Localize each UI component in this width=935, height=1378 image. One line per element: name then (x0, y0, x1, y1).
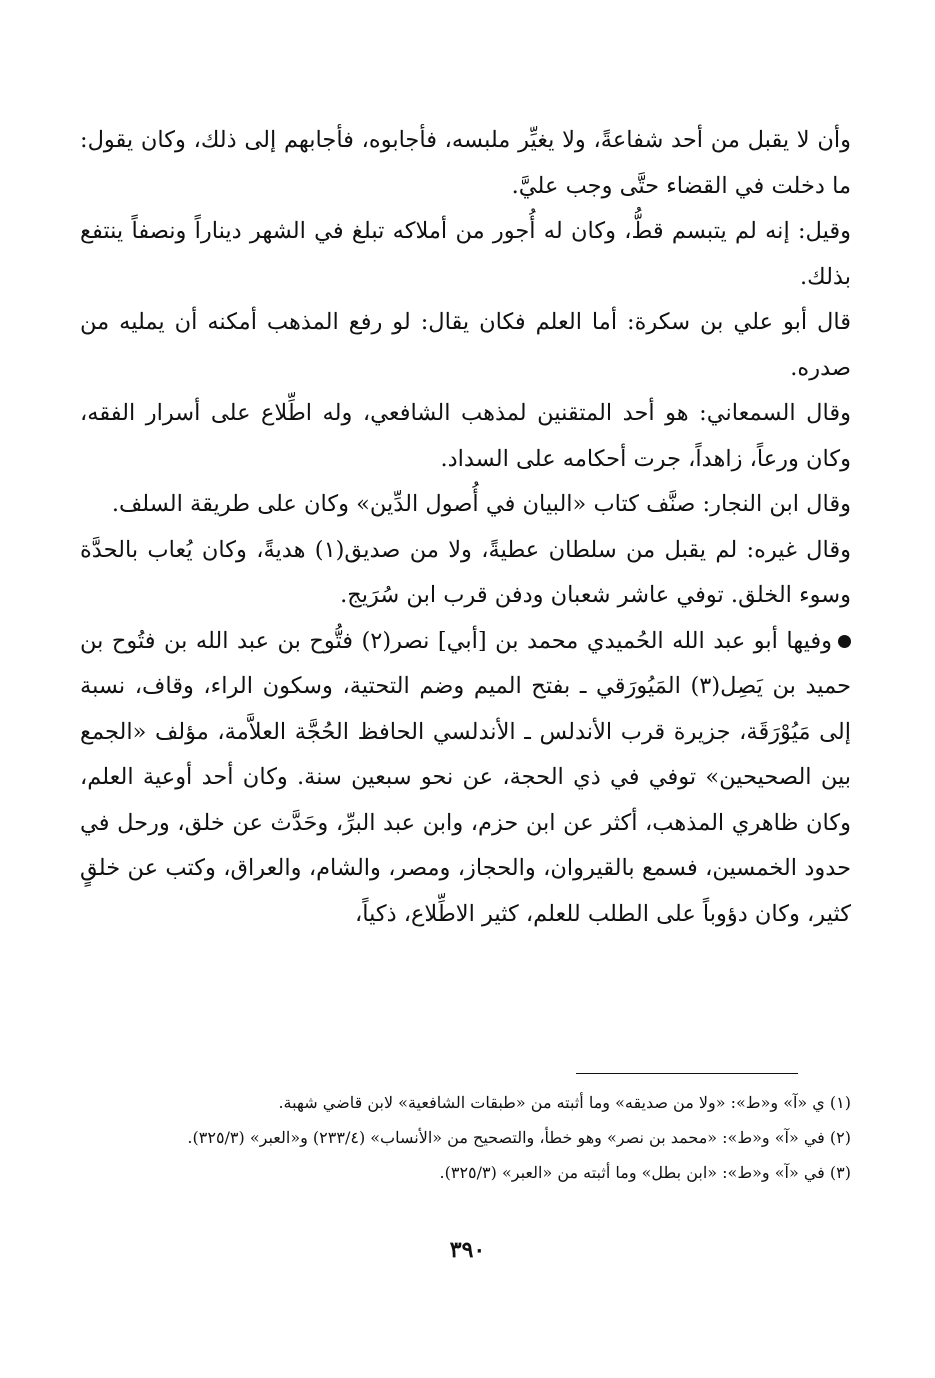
paragraph: وقال غيره: لم يقبل من سلطان عطيةً، ولا من صديق(١) هديةً، وكان يُعاب بالحدَّة وسوء الخلق. توفي عاشر شعبان ودفن قرب ابن سُرَيج. (80, 536, 851, 608)
biography-text: وفيها أبو عبد الله الحُميدي محمد بن [أبي] نصر(٢) فتُّوح بن عبد الله بن فتُوح بن حميد بن يَصِل(٣) المَيُورَقي ـ بفتح الميم وضم التحتية، وسكون الراء، وقاف، نسبة إلى مَيُوْرَقَة، جزيرة قرب الأندلس ـ الأندلسي الحافظ الحُجَّة العلاَّمة، مؤلف «الجمع بين الصحيحين» توفي في ذي الحجة، عن نحو سبعين سنة. وكان أحد أوعية العلم، وكان ظاهري المذهب، أكثر عن ابن حزم، وابن عبد البرِّ، وحَدَّث عن خلق، ورحل في حدود الخمسين، فسمع بالقيروان، والحجاز، ومصر، والشام، والعراق، وكتب عن خلقٍ كثير، وكان دؤوباً على الطلب للعلم، كثير الاطِّلاع، ذكياً، (80, 627, 851, 927)
footnote-separator (576, 1073, 798, 1074)
footnote: (٢) في «آ» و«ط»: «محمد بن نصر» وهو خطأ، والتصحيح من «الأنساب» (٢٣٣/٤) و«العبر» (٣٢٥/٣). (187, 1128, 851, 1147)
footnote: (١) ي «آ» و«ط»: «ولا من صديقه» وما أثبته من «طبقات الشافعية» لابن قاضي شهبة. (278, 1093, 851, 1112)
paragraph: وقال ابن النجار: صنَّف كتاب «البيان في أُصول الدِّين» وكان على طريقة السلف. (111, 491, 851, 517)
bullet-icon (838, 635, 851, 648)
page-number: ٣٩٠ (449, 1237, 486, 1263)
footnotes (80, 1088, 851, 1193)
footnote: (٣) في «آ» و«ط»: «ابن بطل» وما أثبته من «العبر» (٣٢٥/٣). (439, 1163, 851, 1182)
main-text (80, 118, 851, 937)
paragraph: وأن لا يقبل من أحد شفاعةً، ولا يغيِّر ملبسه، فأجابوه، فأجابهم إلى ذلك، وكان يقول: ما دخلت في القضاء حتَّى وجب عليَّ. (80, 127, 851, 199)
paragraph: قال أبو علي بن سكرة: أما العلم فكان يقال: لو رفع المذهب أمكنه أن يمليه من صدره. (80, 309, 851, 381)
paragraph: وقيل: إنه لم يتبسم قطُّ، وكان له أُجور من أملاكه تبلغ في الشهر ديناراً ونصفاً ينتفع بذلك. (80, 218, 851, 290)
paragraph: وقال السمعاني: هو أحد المتقنين لمذهب الشافعي، وله اطِّلاع على أسرار الفقه، وكان ورعاً، زاهداً، جرت أحكامه على السداد. (80, 400, 851, 472)
biography-paragraph (80, 619, 851, 938)
